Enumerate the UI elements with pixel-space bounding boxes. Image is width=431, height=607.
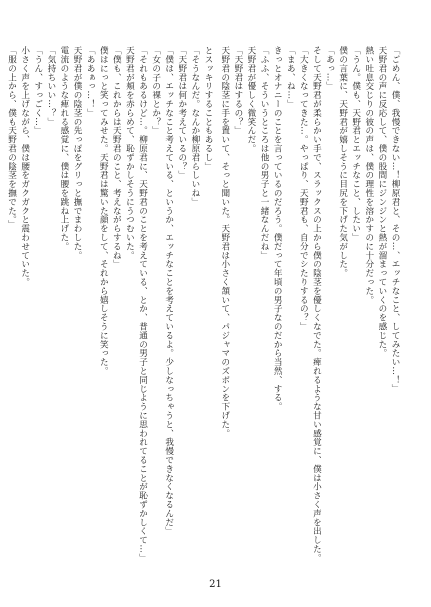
- paragraph: きっとオナニーのことを言っているのだろう。僕だって年頃の男子なのだから当然、する。: [272, 46, 283, 411]
- paragraph: 「僕も、これからは天野君のこと、考えながらするね」: [111, 46, 122, 269]
- paragraph: 電流のような痺れる感覚に、僕は腰を跳ね上げた。: [58, 46, 69, 251]
- paragraph: 熱い吐息交じりの彼の声は、僕の理性を溶かすのに十分だった。: [363, 46, 374, 305]
- paragraph: 「女の子の裸とか？」: [150, 46, 161, 135]
- paragraph: 「天野君はするの？」: [232, 46, 243, 135]
- paragraph: とスッキリすることもあるし」: [203, 46, 213, 171]
- paragraph: 「うん、すっごく…」: [32, 46, 43, 135]
- paragraph: 天野君の陰茎に手を置いて、そっと聞いた。天野君は小さく頷いて、パジャマのズボンを下げた。: [219, 46, 230, 438]
- paragraph: 「あっ…」: [324, 46, 335, 91]
- paragraph: 「まあ、ね…」: [285, 46, 296, 109]
- paragraph: 「気持ちいい…？」: [45, 46, 56, 127]
- paragraph: 天野君が優しく微笑んだ。: [245, 46, 256, 153]
- paragraph: 天野君が頬を赤らめて、恥ずかしそうにうつむいた。: [124, 46, 135, 260]
- text-column-block-left: [6, 46, 214, 574]
- paragraph: 「僕は、エッチなこと考えている、というか、エッチなことを考えているよ。少しなっちゃうと、我慢できなくなるんだ」: [163, 46, 174, 536]
- paragraph: 僕はにっと笑ってみせた。天野君は驚いた顔をして、それから嬉しそうに笑った。: [98, 46, 109, 376]
- paragraph: 「ふふ、そういうところは他の男子と一緒なんだね」: [259, 46, 270, 260]
- paragraph: 「服の上から、僕も天野君の陰茎を撫でた。」: [6, 46, 17, 229]
- page-number: 21: [209, 579, 222, 590]
- paragraph: 「大きくなってきた…。やっぱり、天野君も、自分でシたりするの？」: [298, 46, 309, 331]
- paragraph: 「うん。僕も、天野君とエッチなこと、したい」: [350, 46, 361, 242]
- paragraph: 「ああぁっ…！」: [85, 46, 96, 118]
- paragraph: 天野君が僕の陰茎の先っぽをグリっと撫でまわした。: [72, 46, 83, 260]
- paragraph: 小さく声を上げながら、僕は腰をガクガクと震わせていた。: [19, 46, 30, 287]
- paragraph: 「ごめん、僕、我慢できない…！柳原君と、その…、エッチなこと、してみたい…！」: [390, 46, 400, 394]
- paragraph: 「それもあるけど…。柳原君に、天野君のことを考えている、とか、普通の男子と同じように思われてることが恥ずかしくて…」: [137, 46, 148, 563]
- paragraph: 天野君の声に反応して、僕の股間にジンジンと熱が溜まっていくのを感じた。: [376, 46, 387, 358]
- paragraph: 僕の言葉に、天野君が嬉しそうに目尻を下げた気がした。: [337, 46, 348, 278]
- paragraph: 「そうなんだ。なんか柳原君らしいね」: [189, 46, 200, 207]
- text-column-block-right: [219, 46, 401, 574]
- paragraph: そして天野君が柔らかい手で、スラックスの上から僕の陰茎を優しくなでた。痺れるような甘い感覚に、僕は小さく声を出した。: [311, 46, 322, 563]
- paragraph: 「天野君は何か考えているの？」: [176, 46, 187, 180]
